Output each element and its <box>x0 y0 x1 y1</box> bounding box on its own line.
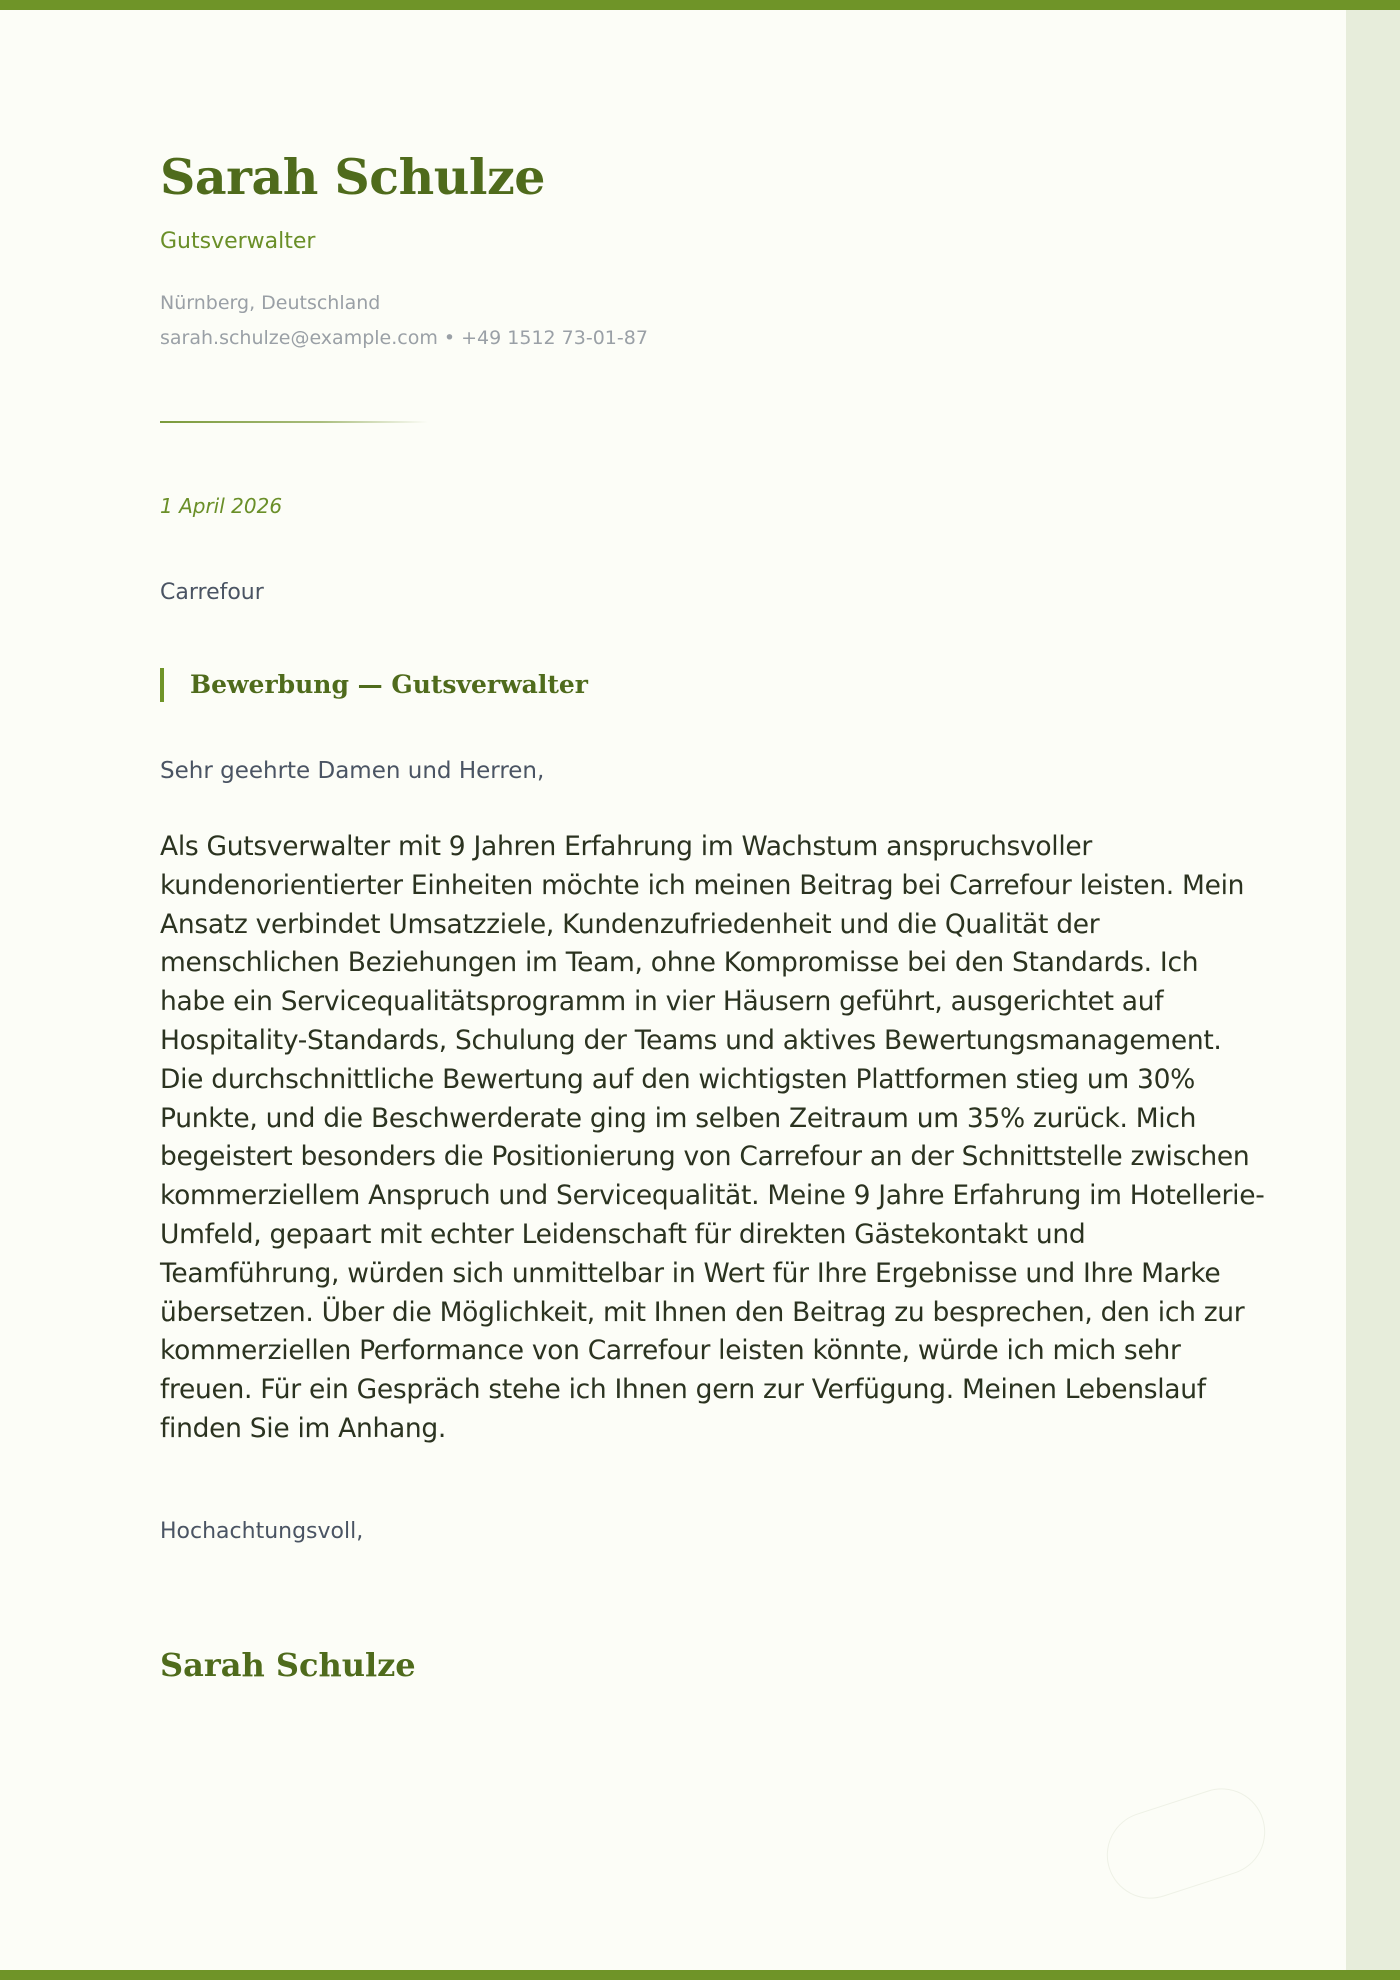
applicant-name: Sarah Schulze <box>160 148 545 206</box>
decorative-shape <box>1096 1777 1277 1910</box>
letter-date: 1 April 2026 <box>160 494 283 518</box>
salutation: Sehr geehrte Damen und Herren, <box>160 758 545 784</box>
top-accent-bar <box>0 0 1400 10</box>
header-divider <box>160 421 428 423</box>
applicant-contact: sarah.schulze@example.com • +49 1512 73-01-87 <box>160 327 648 349</box>
side-panel <box>1346 10 1400 1970</box>
signature: Sarah Schulze <box>160 1646 416 1684</box>
applicant-role: Gutsverwalter <box>160 229 316 254</box>
subject-line: Bewerbung — Gutsverwalter <box>160 668 588 702</box>
letter-body: Als Gutsverwalter mit 9 Jahren Erfahrung im Wachstum anspruchsvoller kundenorientierter Einheiten möchte ich meinen Beitrag bei Carrefour leisten. Mein Ansatz verbindet Umsatzziele, Kundenzufriedenheit und die Qualität der menschlichen Beziehungen im Team, ohne Kompromisse bei den Standards. Ich habe ein Servicequalitätsprogramm in vier Häusern geführt, ausgerichtet auf Hospitality-Standards, Schulung der Teams und aktives Bewertungsmanagement. Die durchschnittliche Bewertung auf den wichtigsten Plattformen stieg um 30% Punkte, und die Beschwerderate ging im selben Zeitraum um 35% zurück. Mich begeistert besonders die Positionierung von Carrefour an der Schnittstelle zwischen kommerziellem Anspruch und Servicequalität. Meine 9 Jahre Erfahrung im Hotellerie-Umfeld, gepaart mit echter Leidenschaft für direkten Gästekontakt und Teamführung, würden sich unmittelbar in Wert für Ihre Ergebnisse und Ihre Marke übersetzen. Über die Möglichkeit, mit Ihnen den Beitrag zu besprechen, den ich zur kommerziellen Performance von Carrefour leisten könnte, würde ich mich sehr freuen. Für ein Gespräch stehe ich Ihnen gern zur Verfügung. Meinen Lebenslauf finden Sie im Anhang. <box>160 831 1265 1444</box>
bottom-accent-bar <box>0 1970 1400 1980</box>
applicant-location: Nürnberg, Deutschland <box>160 292 381 314</box>
recipient: Carrefour <box>160 580 264 605</box>
closing: Hochachtungsvoll, <box>160 1519 364 1544</box>
